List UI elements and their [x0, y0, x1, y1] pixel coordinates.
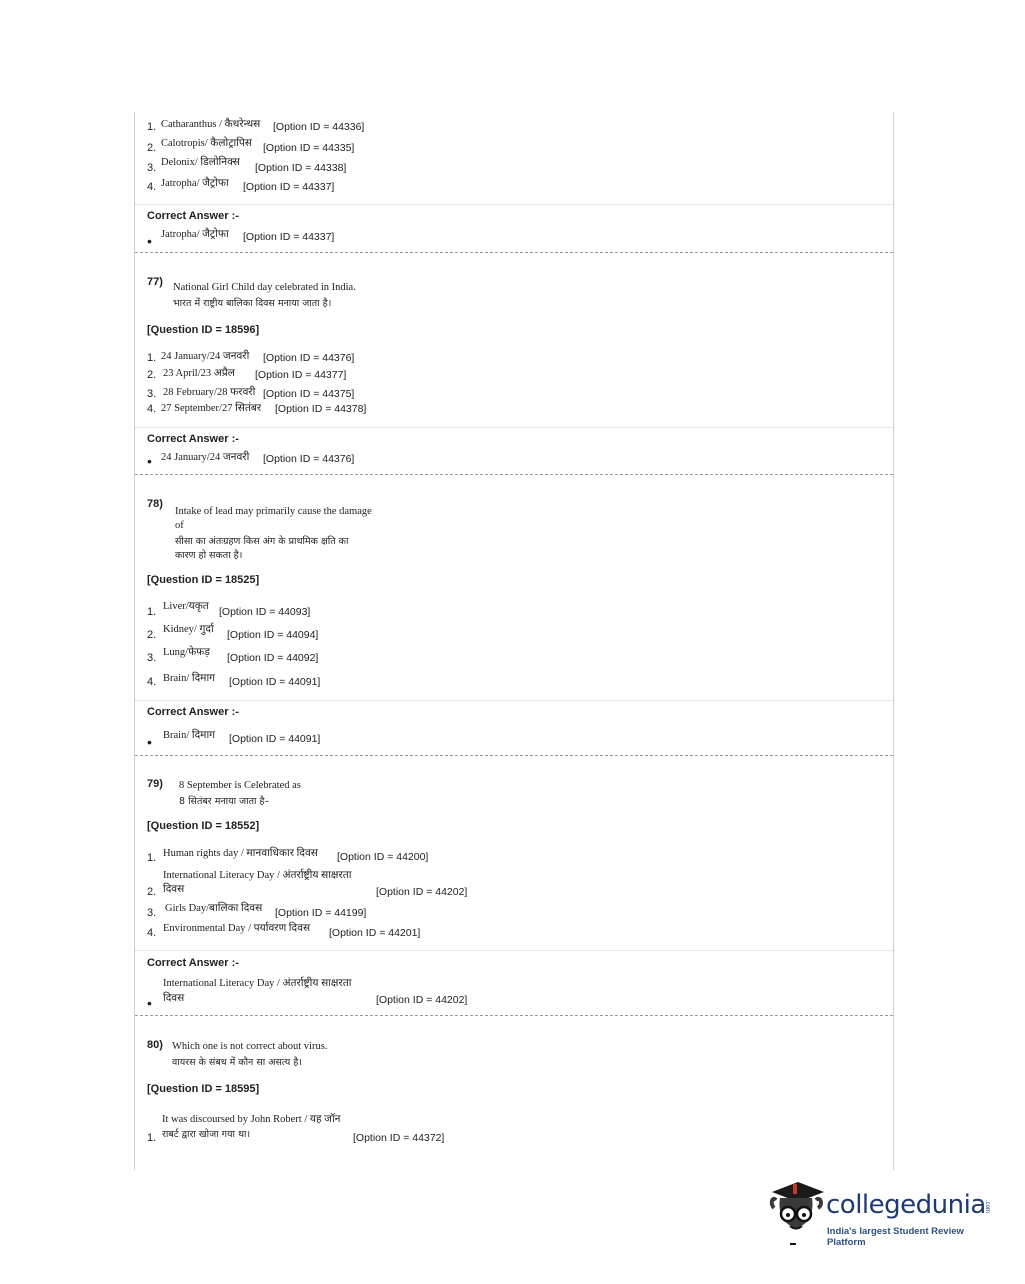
option-number: 1.: [147, 606, 157, 618]
question-number: 77): [147, 276, 163, 288]
divider: [135, 427, 893, 428]
question-separator: [135, 755, 893, 756]
bullet-icon: •: [147, 734, 152, 750]
option-number: 4.: [147, 676, 157, 688]
divider: [135, 700, 893, 701]
question-text-en: 8 September is Celebrated as: [179, 780, 301, 791]
option-id: [Option ID = 44372]: [353, 1132, 445, 1144]
option-number: 1.: [147, 1132, 157, 1144]
divider: [135, 204, 893, 205]
option-text: 24 January/24 जनवरी: [161, 351, 250, 362]
answer-text: Brain/ दिमाग: [163, 730, 216, 741]
bullet-icon: •: [147, 233, 152, 249]
option-id: [Option ID = 44378]: [275, 403, 367, 415]
collegedunia-logo: [768, 1178, 996, 1248]
question-text-hi: कारण हो सकता है।: [175, 550, 243, 561]
option-number: 1.: [147, 121, 157, 133]
question-text-en: Which one is not correct about virus.: [172, 1041, 328, 1052]
option-number: 4.: [147, 927, 157, 939]
question-number: 79): [147, 778, 163, 790]
option-text: Environmental Day / पर्यावरण दिवस: [163, 923, 311, 934]
option-text: Girls Day/बालिका दिवस: [165, 903, 263, 914]
question-text-hi: भारत में राष्ट्रीय बालिका दिवस मनाया जाता है।: [173, 298, 332, 309]
correct-answer-label: Correct Answer :-: [147, 957, 239, 969]
option-id: [Option ID = 44093]: [219, 606, 311, 618]
question-text-en: Intake of lead may primarily cause the damage: [175, 506, 372, 517]
question-separator: [135, 252, 893, 253]
option-id: [Option ID = 44199]: [275, 907, 367, 919]
question-separator: [135, 474, 893, 475]
question-text-en: National Girl Child day celebrated in India.: [173, 282, 356, 293]
question-separator: [135, 1015, 893, 1016]
question-text-hi: सीसा का अंतःग्रहण किस अंग के प्राथमिक क्षति का: [175, 536, 349, 547]
option-id: [Option ID = 44335]: [263, 142, 355, 154]
option-number: 2.: [147, 629, 157, 641]
divider: [135, 950, 893, 951]
option-number: 1.: [147, 352, 157, 364]
question-id: [Question ID = 18596]: [147, 324, 260, 336]
option-number: 4.: [147, 181, 157, 193]
correct-answer-label: Correct Answer :-: [147, 210, 239, 222]
logo-tagline: India's largest Student Review Platform: [827, 1226, 964, 1248]
question-text-hi: वायरस के संबध में कौन सा असत्य है।: [172, 1057, 302, 1068]
option-id: [Option ID = 44200]: [337, 851, 429, 863]
option-number: 2.: [147, 142, 157, 154]
question-text-hi: 8 सितंबर मनाया जाता है–: [179, 796, 270, 807]
answer-option-id: [Option ID = 44091]: [229, 733, 321, 745]
bullet-icon: •: [147, 453, 152, 469]
option-id: [Option ID = 44336]: [273, 121, 365, 133]
option-text: 28 February/28 फरवरी: [163, 387, 256, 398]
logo-domain: .com: [984, 1200, 990, 1214]
option-number: 3.: [147, 388, 157, 400]
question-id: [Question ID = 18552]: [147, 820, 260, 832]
option-text: 23 April/23 अप्रैल: [163, 368, 235, 379]
option-text: Liver/यकृत: [163, 601, 209, 612]
question-number: 78): [147, 498, 163, 510]
option-text: Human rights day / मानवाधिकार दिवस: [163, 848, 318, 859]
option-number: 3.: [147, 907, 157, 919]
option-number: 2.: [147, 369, 157, 381]
option-text: Lung/फेफड़: [163, 647, 210, 658]
answer-text: 24 January/24 जनवरी: [161, 452, 250, 463]
option-text: Delonix/ डिलोनिक्स: [161, 157, 240, 168]
option-id: [Option ID = 44094]: [227, 629, 319, 641]
answer-option-id: [Option ID = 44376]: [263, 453, 355, 465]
option-text: Catharanthus / कैथरेन्थस: [161, 119, 261, 130]
option-id: [Option ID = 44092]: [227, 652, 319, 664]
question-id: [Question ID = 18595]: [147, 1083, 260, 1095]
exam-page: [134, 112, 894, 1170]
option-id: [Option ID = 44377]: [255, 369, 347, 381]
option-id: [Option ID = 44091]: [229, 676, 321, 688]
option-id: [Option ID = 44202]: [376, 886, 468, 898]
answer-option-id: [Option ID = 44202]: [376, 994, 468, 1006]
mascot-icon: [768, 1178, 826, 1248]
option-text: Brain/ दिमाग: [163, 673, 216, 684]
option-id: [Option ID = 44338]: [255, 162, 347, 174]
option-number: 3.: [147, 652, 157, 664]
option-number: 2.: [147, 886, 157, 898]
option-text: International Literacy Day / अंतर्राष्ट्रीय साक्षरता: [163, 870, 352, 881]
option-text: दिवस: [163, 884, 185, 895]
option-id: [Option ID = 44376]: [263, 352, 355, 364]
option-text: Calotropis/ कैलोट्रापिस: [161, 138, 252, 149]
question-number: 80): [147, 1039, 163, 1051]
answer-option-id: [Option ID = 44337]: [243, 231, 335, 243]
correct-answer-label: Correct Answer :-: [147, 433, 239, 445]
answer-text: Jatropha/ जैट्रोफा: [161, 229, 229, 240]
bullet-icon: •: [147, 995, 152, 1011]
option-id: [Option ID = 44375]: [263, 388, 355, 400]
logo-wordmark: collegedunia: [826, 1190, 986, 1220]
option-id: [Option ID = 44337]: [243, 181, 335, 193]
option-text: It was discoursed by John Robert / यह जॉन: [162, 1114, 341, 1125]
correct-answer-label: Correct Answer :-: [147, 706, 239, 718]
option-id: [Option ID = 44201]: [329, 927, 421, 939]
question-text-en: of: [175, 520, 184, 531]
option-number: 4.: [147, 403, 157, 415]
option-number: 1.: [147, 852, 157, 864]
answer-text: International Literacy Day / अंतर्राष्ट्रीय साक्षरता: [163, 978, 352, 989]
option-text: राबर्ट द्वारा खोजा गया था।: [162, 1129, 251, 1140]
question-id: [Question ID = 18525]: [147, 574, 260, 586]
option-text: Jatropha/ जैट्रोफा: [161, 178, 229, 189]
option-text: 27 September/27 सितंबर: [161, 403, 262, 414]
option-number: 3.: [147, 162, 157, 174]
option-text: Kidney/ गुर्दा: [163, 624, 214, 635]
answer-text: दिवस: [163, 993, 185, 1004]
